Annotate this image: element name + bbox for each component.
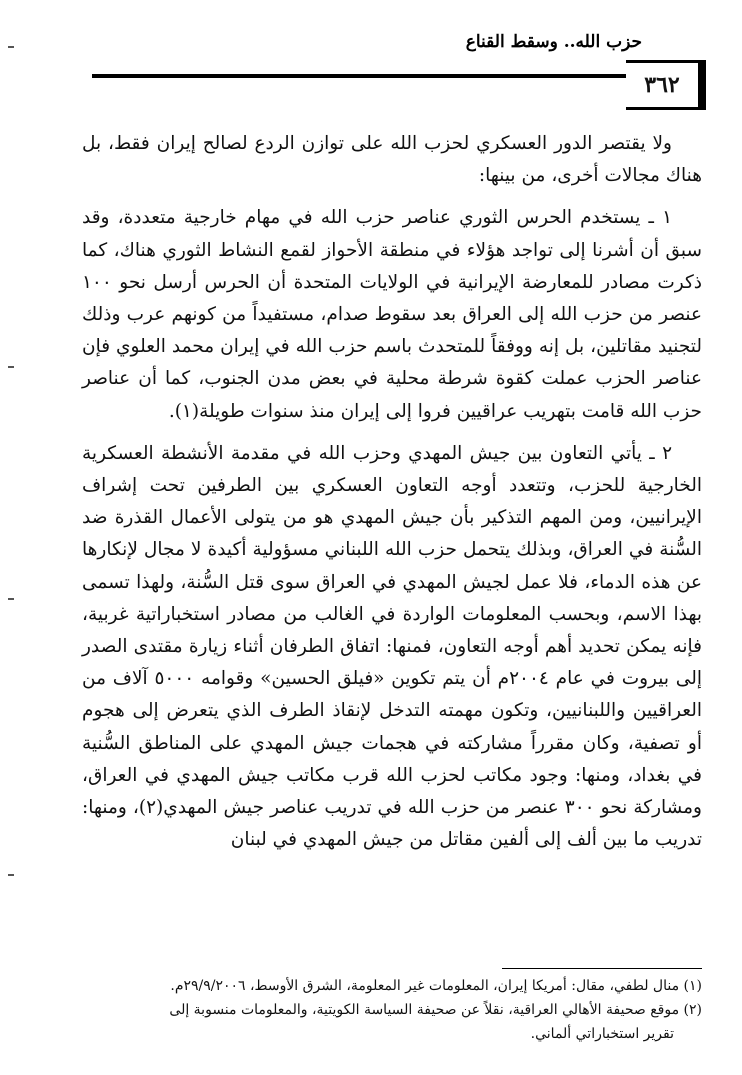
page-number: ٣٦٢ bbox=[626, 60, 706, 110]
item-2-paragraph: ٢ ـ يأتي التعاون بين جيش المهدي وحزب الله في مقدمة الأنشطة العسكرية الخارجية للحزب، وتتعدد أوجه التعاون العسكري بين الطرفين تحت إشراف الإيرانيين، ومن المهم التذكير بأن جيش المهدي هو من يتولى الأعمال القذرة ضد السُّنة في العراق، وبذلك يتحمل حزب الله اللبناني مسؤولية أكيدة لا مجال لإنكارها عن هذه الدماء، فلا عمل لجيش المهدي في العراق سوى قتل السُّنة، ولهذا تسمى بهذا الاسم، وبحسب المعلومات الواردة في الغالب من مصادر استخباراتية غربية، فإنه يمكن تحديد أهم أوجه التعاون، فمنها: اتفاق الطرفان أثناء زيارة مقتدى الصدر إلى بيروت في عام ٢٠٠٤م أن يتم تكوين «فيلق الحسين» وقوامه ٥٠٠٠ آلاف من العراقيين واللبنانيين، وتكون مهمته التدخل لإنقاذ الطرف الذي يتعرض إلى هجوم أو تصفية، وكان مقرراً مشاركته في هجمات جيش المهدي على المناطق السُّنية في بغداد، ومنها: وجود مكاتب لحزب الله قرب مكاتب جيش المهدي في العراق، ومشاركة نحو ٣٠٠ عنصر من حزب الله في تدريب عناصر جيش المهدي(٢)، ومنها: تدريب ما بين ألف إلى ألفين مقاتل من جيش المهدي في لبنان bbox=[82, 442, 703, 851]
intro-paragraph: ولا يقتصر الدور العسكري لحزب الله على توازن الردع لصالح إيران فقط، بل هناك مجالات أخرى، من بينها: bbox=[82, 133, 702, 187]
footnote-2-continuation: تقرير استخباراتي ألماني. bbox=[530, 1026, 674, 1042]
running-title: حزب الله.. وسقط القناع bbox=[465, 32, 642, 52]
margin-mark bbox=[8, 874, 14, 876]
margin-mark bbox=[8, 46, 14, 48]
margin-mark bbox=[8, 598, 14, 600]
footnote-separator bbox=[502, 968, 702, 969]
header-rule bbox=[92, 74, 632, 78]
margin-mark bbox=[8, 366, 14, 368]
footnote-1: (١) منال لطفي، مقال: أمريكا إيران، المعلومات غير المعلومة، الشرق الأوسط، ٢٩/٩/٢٠٠٦م. bbox=[170, 978, 702, 994]
main-text bbox=[82, 128, 702, 866]
item-1-paragraph: ١ ـ يستخدم الحرس الثوري عناصر حزب الله في مهام خارجية متعددة، وقد سبق أن أشرنا إلى تواجد هؤلاء في منطقة الأحواز لقمع النشاط الثوري هناك، كما ذكرت مصادر للمعارضة الإيرانية في الولايات المتحدة أن الحرس أرسل نحو ١٠٠ عنصر من حزب الله إلى العراق بعد سقوط صدام، مستفيداً من كونهم عرب وذلك لتجنيد مقاتلين، بل إنه ووفقاً للمتحدث باسم حزب الله في إيران محمد العلوي فإن عناصر الحزب عملت كقوة شرطة محلية في بعض مدن الجنوب، كما أن عناصر حزب الله قامت بتهريب عراقيين فروا إلى إيران منذ سنوات طويلة(١). bbox=[82, 207, 702, 422]
footnote-2: (٢) موقع صحيفة الأهالي العراقية، نقلاً عن صحيفة السياسة الكويتية، والمعلومات منسوبة إلى bbox=[169, 1002, 702, 1018]
footnotes bbox=[82, 974, 702, 1046]
